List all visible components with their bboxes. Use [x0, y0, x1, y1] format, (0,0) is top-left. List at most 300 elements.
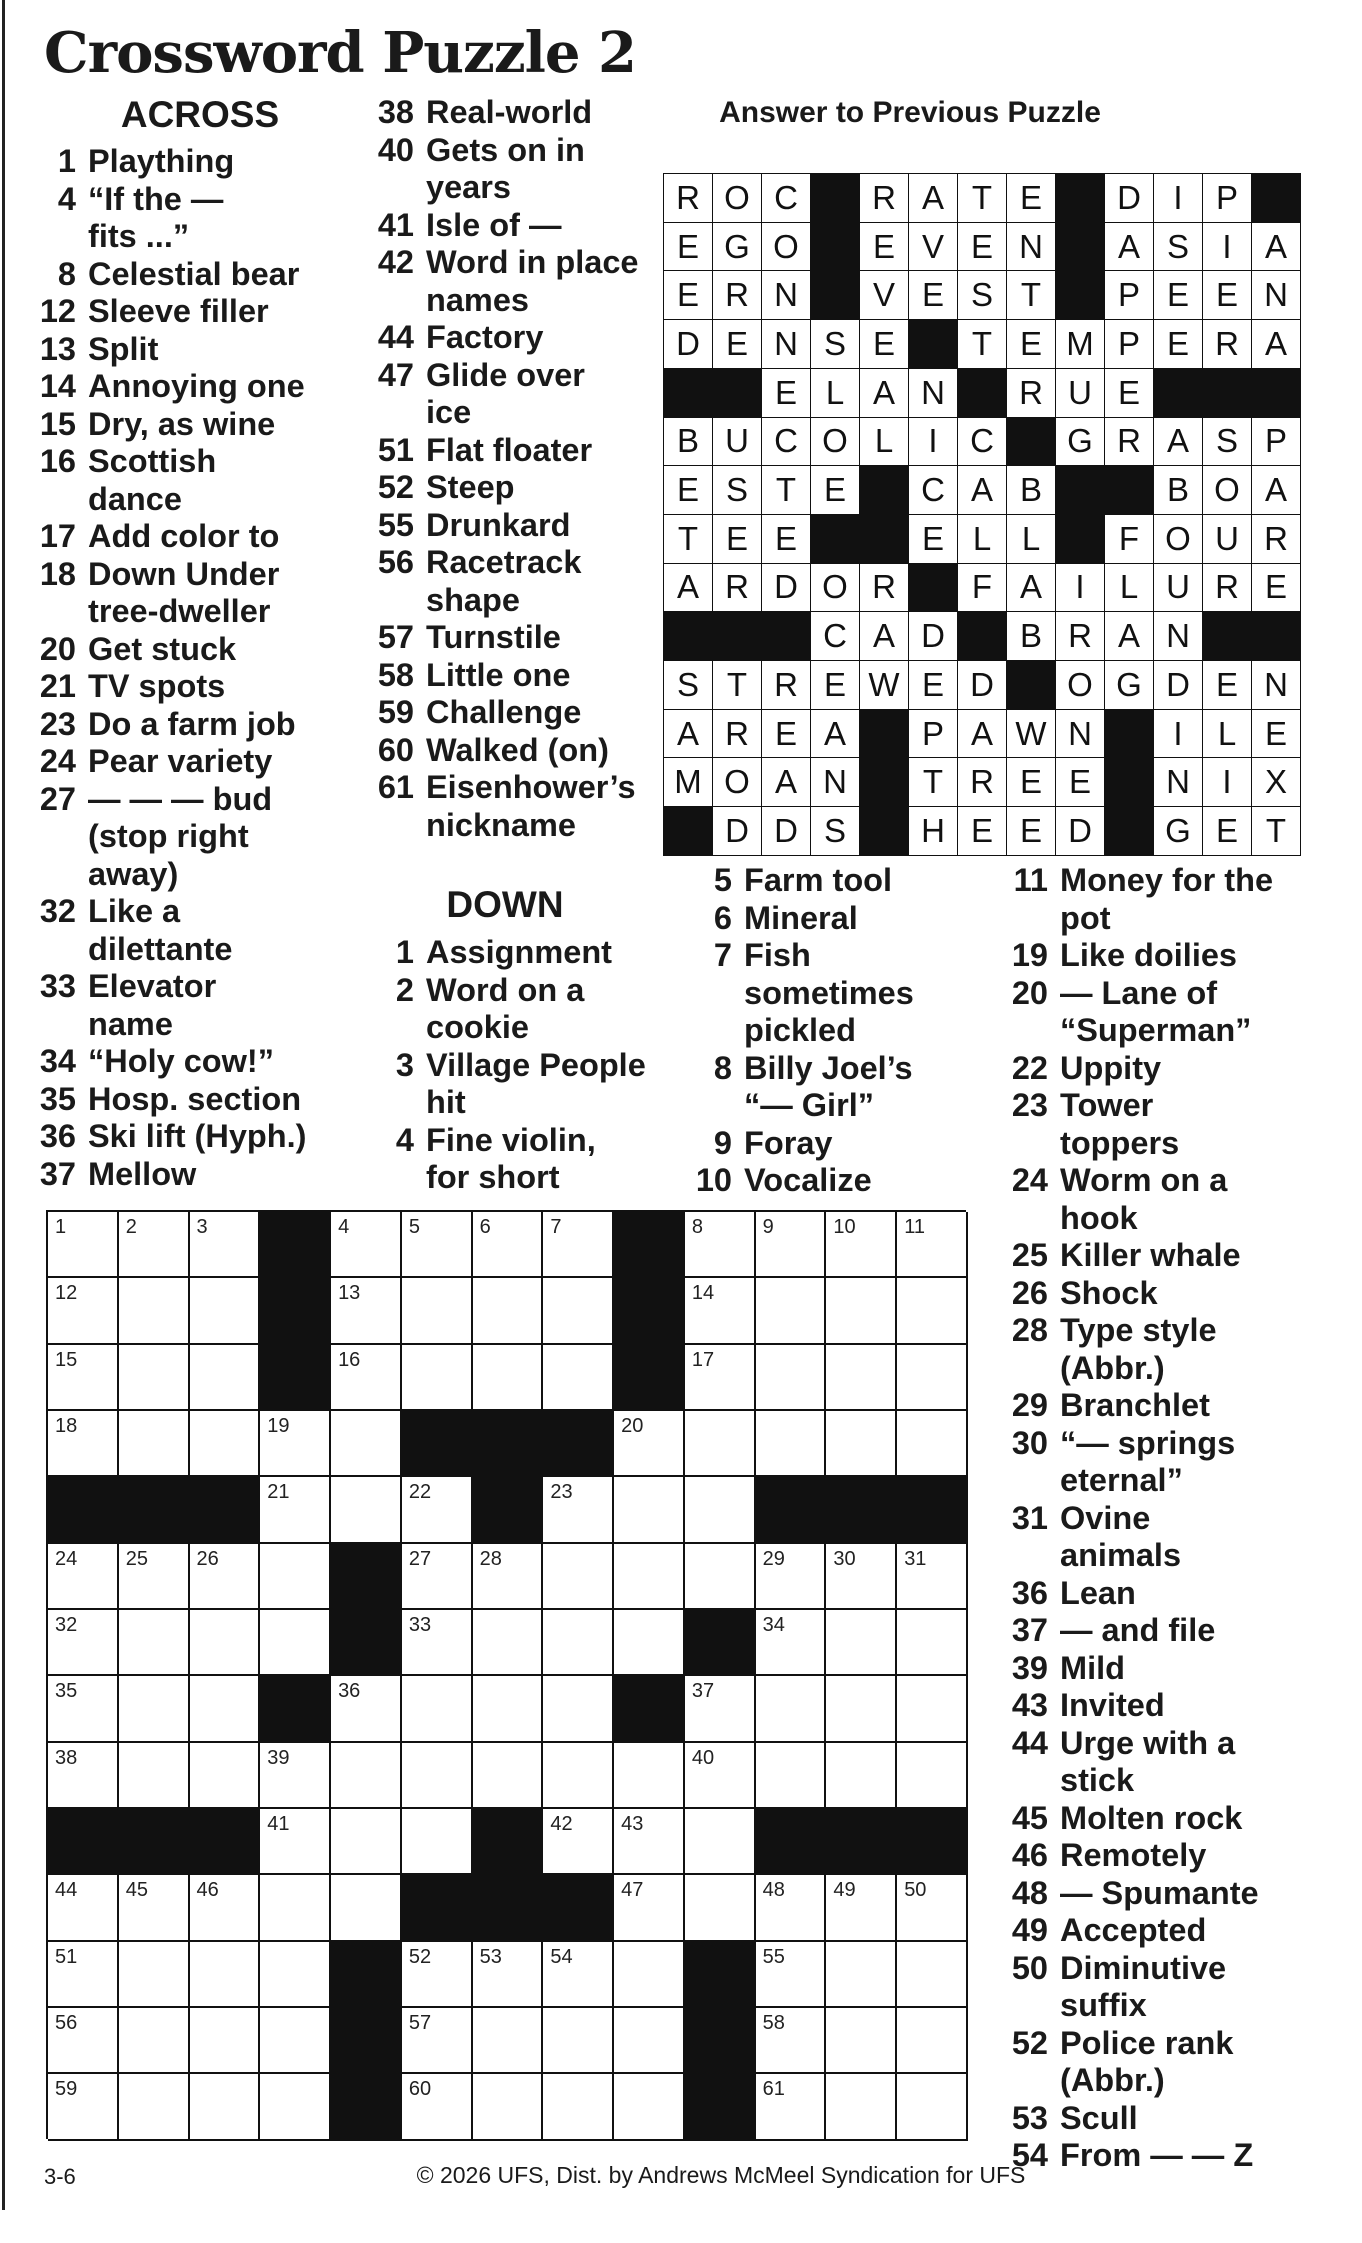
clue-number: 33 — [39, 968, 76, 1004]
grid-cell-number: 21 — [267, 1481, 290, 1504]
clue-number: 61 — [377, 769, 414, 805]
grid-block-cell — [826, 1477, 897, 1543]
grid-cell[interactable] — [402, 1610, 473, 1676]
grid-cell[interactable] — [826, 1278, 897, 1344]
answer-block-cell — [1105, 466, 1154, 515]
grid-cell[interactable] — [897, 1278, 968, 1344]
clue-number: 51 — [377, 431, 414, 468]
grid-cell-number: 32 — [55, 1614, 78, 1637]
grid-cell[interactable] — [756, 1743, 827, 1809]
clue-text: Get stuck — [88, 630, 237, 667]
grid-cell[interactable] — [48, 1743, 119, 1809]
clue-text: Hosp. section — [88, 1080, 302, 1117]
grid-cell[interactable] — [260, 1544, 331, 1610]
clue-item — [998, 937, 1273, 975]
grid-cell[interactable] — [260, 1743, 331, 1809]
grid-cell[interactable] — [190, 1875, 261, 1941]
grid-cell[interactable] — [685, 1809, 756, 1875]
answer-letter-cell: E — [1154, 271, 1203, 320]
grid-cell-number: 56 — [55, 2012, 78, 2035]
grid-cell[interactable] — [331, 1345, 402, 1411]
grid-cell-number: 24 — [55, 1547, 78, 1570]
grid-cell[interactable] — [473, 1278, 544, 1344]
answer-letter-cell: R — [860, 174, 909, 223]
grid-cell[interactable] — [119, 1411, 190, 1477]
clue-number: 6 — [713, 899, 732, 936]
grid-cell-number: 11 — [904, 1216, 925, 1238]
answer-block-cell — [713, 369, 762, 418]
clue-text: From — — Z — [1060, 2137, 1254, 2173]
answer-letter-cell: E — [1105, 369, 1154, 418]
answer-letter-cell: N — [1007, 223, 1056, 272]
answer-letter-cell: P — [1105, 271, 1154, 320]
grid-cell[interactable] — [48, 1610, 119, 1676]
answer-letter-cell: E — [1203, 661, 1252, 710]
answer-letter-cell: O — [1056, 661, 1105, 710]
grid-cell[interactable] — [48, 1544, 119, 1610]
grid-cell[interactable] — [48, 2074, 119, 2140]
grid-cell[interactable] — [119, 2074, 190, 2140]
answer-letter-cell: G — [713, 223, 762, 272]
clue-number: 32 — [39, 893, 76, 929]
grid-cell[interactable] — [756, 1212, 827, 1278]
grid-cell[interactable] — [897, 1345, 968, 1411]
clue-text: — and file — [1060, 1612, 1216, 1648]
answer-letter-cell: N — [1252, 661, 1301, 710]
clue-number: 8 — [713, 1049, 732, 1086]
answer-letter-cell: F — [1105, 515, 1154, 564]
clue-text: Steep — [426, 469, 515, 505]
grid-cell[interactable] — [826, 1610, 897, 1676]
grid-cell[interactable] — [543, 1477, 614, 1543]
clue-text: Billy Joel’s “— Girl” — [744, 1049, 913, 1123]
answer-heading: Answer to Previous Puzzle — [719, 96, 1101, 129]
answer-letter-cell: T — [1252, 807, 1301, 856]
grid-cell[interactable] — [119, 1610, 190, 1676]
grid-block-cell — [48, 1809, 119, 1875]
clue-item — [26, 893, 306, 968]
grid-cell[interactable] — [614, 1875, 685, 1941]
answer-letter-cell: E — [762, 369, 811, 418]
clue-number: 60 — [377, 731, 414, 768]
grid-cell-number: 3 — [196, 1216, 208, 1238]
grid-cell-number: 46 — [196, 1879, 219, 1902]
answer-letter-cell: E — [1007, 320, 1056, 369]
grid-cell[interactable] — [190, 2008, 261, 2074]
grid-cell[interactable] — [190, 1411, 261, 1477]
grid-cell[interactable] — [260, 1875, 331, 1941]
answer-letter-cell: A — [958, 466, 1007, 515]
grid-cell-number: 40 — [691, 1746, 715, 1769]
grid-cell[interactable] — [756, 1875, 827, 1941]
grid-cell[interactable] — [614, 1809, 685, 1875]
grid-cell[interactable] — [48, 1875, 119, 1941]
answer-letter-cell: L — [860, 418, 909, 467]
grid-cell[interactable] — [473, 1942, 544, 2008]
clue-text: Scottish dance — [88, 443, 217, 517]
grid-block-cell — [190, 1809, 261, 1875]
clue-text: Accepted — [1060, 1912, 1207, 1948]
grid-cell[interactable] — [331, 1875, 402, 1941]
grid-cell[interactable] — [331, 1411, 402, 1477]
grid-cell[interactable] — [119, 1942, 190, 2008]
clue-text: Money for the pot — [1060, 862, 1274, 936]
answer-letter-cell: E — [1203, 271, 1252, 320]
grid-cell[interactable] — [119, 1278, 190, 1344]
grid-cell[interactable] — [543, 1212, 614, 1278]
answer-block-cell — [860, 758, 909, 807]
clue-number: 24 — [39, 743, 76, 779]
answer-letter-cell: D — [1056, 807, 1105, 856]
answer-block-cell — [1252, 612, 1301, 661]
grid-cell[interactable] — [260, 1809, 331, 1875]
grid-cell[interactable] — [473, 1676, 544, 1742]
grid-block-cell — [897, 1477, 968, 1543]
grid-cell[interactable] — [473, 2008, 544, 2074]
answer-letter-cell: N — [1056, 710, 1105, 759]
grid-cell-number: 34 — [762, 1614, 785, 1637]
grid-cell-number: 2 — [125, 1216, 137, 1238]
clue-number: 35 — [39, 1080, 76, 1117]
grid-cell-number: 6 — [479, 1216, 491, 1238]
clue-item — [364, 469, 639, 507]
clue-item — [998, 1275, 1273, 1313]
clue-text: Assignment — [426, 934, 613, 970]
clue-item — [998, 1575, 1273, 1613]
grid-cell[interactable] — [897, 2008, 968, 2074]
clue-text: Glide over ice — [426, 356, 585, 430]
grid-cell[interactable] — [543, 1544, 614, 1610]
answer-block-cell — [1203, 369, 1252, 418]
grid-cell[interactable] — [190, 1743, 261, 1809]
clue-number: 17 — [39, 518, 76, 554]
grid-cell[interactable] — [543, 1809, 614, 1875]
answer-letter-cell: A — [1154, 418, 1203, 467]
grid-cell[interactable] — [614, 2074, 685, 2140]
answer-letter-cell: O — [811, 564, 860, 613]
grid-cell[interactable] — [402, 1676, 473, 1742]
grid-cell[interactable] — [190, 1278, 261, 1344]
clue-number: 21 — [39, 668, 76, 704]
grid-cell[interactable] — [897, 1743, 968, 1809]
grid-cell[interactable] — [756, 1278, 827, 1344]
grid-cell[interactable] — [897, 2074, 968, 2140]
grid-cell[interactable] — [543, 1942, 614, 2008]
grid-cell[interactable] — [826, 2008, 897, 2074]
clue-text: Real-world — [426, 94, 593, 130]
grid-cell[interactable] — [402, 1278, 473, 1344]
grid-cell-number: 39 — [267, 1746, 290, 1769]
grid-cell[interactable] — [685, 1477, 756, 1543]
answer-letter-cell: A — [1252, 466, 1301, 515]
grid-cell[interactable] — [260, 2074, 331, 2140]
grid-block-cell — [614, 1212, 685, 1278]
answer-letter-cell: O — [1154, 515, 1203, 564]
answer-letter-cell: B — [664, 418, 713, 467]
grid-cell-number: 20 — [621, 1415, 644, 1438]
grid-cell[interactable] — [756, 1610, 827, 1676]
clue-text: — — — bud (stop right away) — [88, 780, 273, 892]
grid-cell[interactable] — [543, 1676, 614, 1742]
grid-block-cell — [543, 1411, 614, 1477]
grid-cell[interactable] — [897, 1676, 968, 1742]
answer-letter-cell: L — [958, 515, 1007, 564]
clue-item — [364, 319, 639, 357]
grid-cell[interactable] — [48, 1212, 119, 1278]
grid-cell[interactable] — [119, 1676, 190, 1742]
grid-cell-number: 17 — [691, 1348, 715, 1371]
answer-letter-cell: R — [1203, 564, 1252, 613]
grid-cell[interactable] — [897, 1544, 968, 1610]
answer-letter-cell: R — [958, 758, 1007, 807]
grid-cell[interactable] — [685, 1411, 756, 1477]
grid-cell[interactable] — [543, 2008, 614, 2074]
grid-cell[interactable] — [685, 1544, 756, 1610]
grid-cell[interactable] — [331, 1809, 402, 1875]
answer-letter-cell: E — [958, 807, 1007, 856]
grid-cell[interactable] — [473, 1345, 544, 1411]
grid-cell[interactable] — [685, 1212, 756, 1278]
answer-letter-cell: S — [811, 320, 860, 369]
grid-cell[interactable] — [119, 1875, 190, 1941]
grid-cell[interactable] — [756, 1676, 827, 1742]
grid-cell-number: 44 — [55, 1879, 78, 1902]
grid-cell[interactable] — [897, 1875, 968, 1941]
grid-cell[interactable] — [543, 1345, 614, 1411]
grid-cell[interactable] — [826, 1411, 897, 1477]
clue-number: 29 — [1011, 1387, 1048, 1423]
clue-text: “If the — fits ...” — [88, 180, 224, 254]
clue-item — [26, 706, 306, 744]
grid-cell[interactable] — [331, 1743, 402, 1809]
answer-block-cell — [909, 564, 958, 613]
answer-letter-cell: G — [1056, 418, 1105, 467]
answer-letter-cell: E — [909, 271, 958, 320]
clue-text: Tower toppers — [1060, 1087, 1180, 1161]
grid-cell[interactable] — [473, 1544, 544, 1610]
grid-cell[interactable] — [614, 1477, 685, 1543]
clue-text: Ski lift (Hyph.) — [88, 1118, 307, 1154]
answer-letter-cell: E — [1252, 564, 1301, 613]
grid-cell[interactable] — [190, 1345, 261, 1411]
grid-cell-number: 61 — [762, 2078, 785, 2101]
answer-block-cell — [909, 320, 958, 369]
grid-cell[interactable] — [897, 1610, 968, 1676]
grid-cell[interactable] — [119, 1743, 190, 1809]
grid-cell[interactable] — [614, 1743, 685, 1809]
grid-cell[interactable] — [614, 1610, 685, 1676]
grid-cell[interactable] — [190, 2074, 261, 2140]
grid-cell[interactable] — [826, 1875, 897, 1941]
grid-cell[interactable] — [473, 2074, 544, 2140]
grid-cell[interactable] — [48, 2008, 119, 2074]
answer-letter-cell: A — [958, 710, 1007, 759]
clue-item — [364, 934, 646, 972]
grid-cell[interactable] — [119, 1212, 190, 1278]
answer-block-cell — [762, 612, 811, 661]
grid-cell[interactable] — [331, 1676, 402, 1742]
answer-letter-cell: E — [1252, 710, 1301, 759]
grid-cell-number: 58 — [762, 2012, 785, 2035]
answer-letter-cell: A — [1105, 612, 1154, 661]
answer-letter-cell: A — [909, 174, 958, 223]
grid-cell[interactable] — [473, 1212, 544, 1278]
answer-letter-cell: S — [811, 807, 860, 856]
clue-text: Urge with a stick — [1060, 1724, 1236, 1798]
answer-block-cell — [811, 223, 860, 272]
grid-cell[interactable] — [260, 1942, 331, 2008]
answer-letter-cell: E — [1007, 758, 1056, 807]
grid-cell[interactable] — [614, 1544, 685, 1610]
grid-cell[interactable] — [897, 1942, 968, 2008]
clue-number: 52 — [1011, 2024, 1048, 2061]
grid-cell[interactable] — [543, 2074, 614, 2140]
grid-cell[interactable] — [331, 1477, 402, 1543]
answer-letter-cell: P — [1252, 418, 1301, 467]
grid-cell[interactable] — [402, 2008, 473, 2074]
answer-letter-cell: E — [811, 466, 860, 515]
answer-letter-cell: C — [762, 174, 811, 223]
clue-number: 44 — [377, 319, 414, 355]
grid-cell[interactable] — [48, 1676, 119, 1742]
answer-letter-cell: E — [664, 271, 713, 320]
grid-cell[interactable] — [685, 1743, 756, 1809]
clue-item — [26, 968, 306, 1043]
grid-cell[interactable] — [756, 1411, 827, 1477]
grid-cell[interactable] — [543, 1610, 614, 1676]
grid-cell[interactable] — [402, 1477, 473, 1543]
answer-letter-cell: O — [811, 418, 860, 467]
grid-cell[interactable] — [331, 1212, 402, 1278]
across-heading: ACROSS — [120, 94, 280, 135]
grid-cell[interactable] — [119, 1544, 190, 1610]
grid-cell[interactable] — [826, 1345, 897, 1411]
grid-cell[interactable] — [402, 1743, 473, 1809]
answer-letter-cell: G — [1105, 661, 1154, 710]
grid-cell[interactable] — [756, 2008, 827, 2074]
grid-cell[interactable] — [190, 1610, 261, 1676]
answer-block-cell — [664, 807, 713, 856]
grid-cell[interactable] — [190, 1212, 261, 1278]
clue-number: 36 — [39, 1118, 76, 1154]
answer-letter-cell: O — [1203, 466, 1252, 515]
grid-block-cell — [685, 1610, 756, 1676]
grid-cell-number: 54 — [550, 1945, 573, 1968]
clue-text: Diminutive suffix — [1060, 1949, 1227, 2023]
grid-cell[interactable] — [402, 1544, 473, 1610]
grid-cell[interactable] — [543, 1743, 614, 1809]
answer-letter-cell: C — [762, 418, 811, 467]
answer-letter-cell: U — [1203, 515, 1252, 564]
grid-cell[interactable] — [614, 1942, 685, 2008]
grid-cell-number: 37 — [691, 1680, 715, 1703]
grid-cell[interactable] — [756, 1544, 827, 1610]
grid-cell[interactable] — [48, 1411, 119, 1477]
grid-cell[interactable] — [756, 1942, 827, 2008]
grid-cell[interactable] — [685, 1345, 756, 1411]
clue-item — [26, 1118, 306, 1156]
grid-cell[interactable] — [402, 1809, 473, 1875]
grid-cell[interactable] — [685, 1676, 756, 1742]
grid-cell[interactable] — [190, 1676, 261, 1742]
grid-cell[interactable] — [48, 1345, 119, 1411]
grid-cell[interactable] — [826, 1743, 897, 1809]
grid-cell[interactable] — [756, 2074, 827, 2140]
grid-block-cell — [119, 1809, 190, 1875]
grid-cell[interactable] — [897, 1411, 968, 1477]
answer-letter-cell: L — [1105, 564, 1154, 613]
grid-cell[interactable] — [260, 1411, 331, 1477]
clue-number: 25 — [1011, 1237, 1048, 1273]
grid-cell[interactable] — [331, 1278, 402, 1344]
grid-cell[interactable] — [685, 1875, 756, 1941]
clue-text: Killer whale — [1060, 1237, 1241, 1273]
grid-cell[interactable] — [48, 1278, 119, 1344]
grid-cell[interactable] — [614, 2008, 685, 2074]
clue-number: 59 — [377, 694, 414, 730]
grid-block-cell — [402, 1411, 473, 1477]
clue-text: Word on a cookie — [426, 971, 585, 1045]
answer-letter-cell: V — [860, 271, 909, 320]
clue-text: Plaything — [88, 143, 235, 179]
clue-text: Word in place names — [426, 244, 639, 318]
clue-number: 37 — [39, 1155, 76, 1192]
clue-item — [26, 518, 306, 556]
grid-cell[interactable] — [402, 1345, 473, 1411]
clue-text: Fine violin, for short — [426, 1121, 596, 1195]
answer-block-cell — [1056, 271, 1105, 320]
answer-letter-cell: A — [1252, 320, 1301, 369]
grid-cell[interactable] — [260, 2008, 331, 2074]
answer-letter-cell: E — [1007, 174, 1056, 223]
across-clues-column-2 — [364, 94, 639, 844]
grid-cell[interactable] — [402, 1212, 473, 1278]
grid-cell[interactable] — [260, 1610, 331, 1676]
down-clues-column-2 — [364, 934, 646, 1197]
answer-letter-cell: N — [762, 320, 811, 369]
grid-cell[interactable] — [756, 1345, 827, 1411]
grid-cell[interactable] — [402, 2074, 473, 2140]
grid-cell[interactable] — [826, 1212, 897, 1278]
grid-cell[interactable] — [402, 1942, 473, 2008]
clue-item — [364, 769, 639, 844]
grid-cell[interactable] — [614, 1411, 685, 1477]
grid-cell[interactable] — [190, 1942, 261, 2008]
grid-cell[interactable] — [826, 1942, 897, 2008]
grid-block-cell — [331, 2074, 402, 2140]
grid-cell[interactable] — [473, 1743, 544, 1809]
grid-cell[interactable] — [826, 1676, 897, 1742]
grid-cell[interactable] — [685, 1278, 756, 1344]
grid-cell[interactable] — [473, 1610, 544, 1676]
grid-cell[interactable] — [119, 2008, 190, 2074]
answer-letter-cell: I — [1203, 223, 1252, 272]
grid-cell[interactable] — [826, 1544, 897, 1610]
grid-cell-number: 15 — [55, 1348, 78, 1371]
grid-cell[interactable] — [119, 1345, 190, 1411]
answer-letter-cell: S — [713, 466, 762, 515]
grid-cell[interactable] — [190, 1544, 261, 1610]
grid-block-cell — [826, 1809, 897, 1875]
grid-cell[interactable] — [48, 1942, 119, 2008]
grid-cell-number: 47 — [621, 1879, 644, 1902]
grid-cell[interactable] — [826, 2074, 897, 2140]
clue-item — [998, 1687, 1273, 1725]
grid-cell[interactable] — [897, 1212, 968, 1278]
answer-letter-cell: H — [909, 807, 958, 856]
grid-cell[interactable] — [260, 1477, 331, 1543]
grid-cell[interactable] — [543, 1278, 614, 1344]
